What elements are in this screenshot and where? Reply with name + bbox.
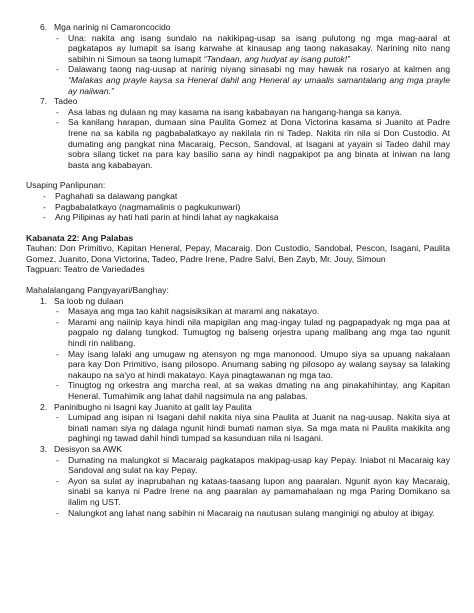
item-text xyxy=(26,233,450,244)
item-text xyxy=(68,508,450,519)
bullet-item xyxy=(26,508,450,519)
bullet-item xyxy=(26,412,450,444)
body-text: Masaya ang mga tao kahit nagsisiksikan at marami ang nakatayo. xyxy=(68,306,320,317)
quote-text: “Malakas ang prayle kaysa sa Heneral dahil ang Heneral ay umaalis samantalang ang mga prayle ay naiiwan.” xyxy=(68,74,450,96)
dash-bullet: - xyxy=(56,106,59,117)
body-text: Mahalalangang Pangyayari/Banghay: xyxy=(26,285,169,296)
dash-bullet: - xyxy=(56,412,59,423)
bullet-item xyxy=(26,33,450,65)
bullet-item xyxy=(26,212,450,223)
quote-text: “Tandaan, ang hudyat ay isang putok!” xyxy=(203,53,351,64)
body-text: Dalawang taong nag-uusap at narinig niyang sinasabi ng may hawak na rosaryo at kalmen ang xyxy=(68,64,450,75)
bullet-item xyxy=(26,191,450,202)
item-number: 6. xyxy=(40,22,48,32)
dash-bullet: - xyxy=(56,32,59,43)
body-text: Dumating na malungkot si Macaraig pagkatapos makipag-usap kay Pepay. Iniabot ni Macaraig kay Sandoval ang sulat na kay Pepay. xyxy=(68,454,450,476)
dash-bullet: - xyxy=(56,117,59,128)
dash-bullet: - xyxy=(56,380,59,391)
dash-bullet: - xyxy=(56,306,59,317)
bullet-item xyxy=(26,380,450,401)
item-text xyxy=(55,191,450,202)
spacer xyxy=(26,170,450,180)
dash-bullet: - xyxy=(43,190,46,201)
body-text: May isang lalaki ang umugaw ng atensyon ng mga manonood. Umupo siya sa upuang nakalaan para kay Don Primitivo, isang pilosopo. Anumang sabing ng pilosopo ay walang saysay sa lalaking nakaupo na sa'yo at hindi makatayo. Kaya pinagtawanan ng mga tao. xyxy=(68,348,450,380)
body-text: Marami ang naiinip kaya hindi nila mapigilan ang mag-ingay tulad ng pagpapadyak ng mga paa at pagpalo ng dalang tungkod. Tumugtog ng balseng orjestra upang malibang ang mga tao ngunit hindi rin nalibang. xyxy=(68,316,450,349)
body-text: Desisyon sa AWK xyxy=(54,443,122,454)
body-text: Lumipad ang isipan ni Isagani dahil nakita niya sina Paulita at Juanit na nag-uusap. Nakita siya at binati naman siya ng dalaga ngunit hindi bumati naman siya. Sa mga mata ni Paulita makikita ang paghingi ng tawad dahil hindi tumpad sa kasunduan nila ni Isagani. xyxy=(68,412,450,444)
item-number: 7. xyxy=(40,96,48,107)
spacer xyxy=(26,275,450,285)
spacer xyxy=(26,223,450,233)
item-text xyxy=(68,380,450,401)
section-heading xyxy=(26,233,450,244)
paragraph xyxy=(26,264,450,275)
body-text: Asa labas ng dulaan ng may kasama na isang kababayan na hangang-hanga sa kanya. xyxy=(68,106,402,117)
item-text xyxy=(26,264,450,275)
body-text: Una: nakita ang isang sundalo na nakikipag-usap sa isang pulutong ng mga mag-aaral at pagkatapos ay lumapit sa isang karwahe at kinausap ang taong nakasakay. Narining nito nang sabihin ni Simoun sa taong lumapit xyxy=(68,32,450,64)
dash-bullet: - xyxy=(56,348,59,359)
paragraph xyxy=(26,285,450,296)
body-text: Usaping Panlipunan: xyxy=(26,180,106,191)
item-number: 2. xyxy=(40,401,48,412)
item-text xyxy=(54,296,450,307)
body-text: Ayon sa sulat ay inaprubahan ng kataas-taasang lupon ang paaralan. Ngunit ayon kay Macaraig, sinabi sa kanya ni Padre Irene na ang paaralan ay pamamahalaan ng mga Paring Domikano sa ilalim ng UST. xyxy=(68,475,450,507)
item-text xyxy=(26,243,450,264)
item-text xyxy=(54,96,450,107)
item-text xyxy=(68,117,450,170)
body-text: Pagbabalatkayo (nagmamalinis o pagkukunwari) xyxy=(55,201,241,212)
body-text: Tinugtog ng orkestra ang marcha real, at sa wakas dmating na ang pinakahihintay, ang Kapitan Heneral. Tumahimik ang lahat dahil nagsimula na ang palabas. xyxy=(68,380,450,401)
bullet-item xyxy=(26,317,450,349)
body-text: Paninibugho ni Isagni kay Juanito at galit lay Paulita xyxy=(54,401,252,412)
paragraph xyxy=(26,243,450,264)
dash-bullet: - xyxy=(56,507,59,518)
item-text xyxy=(68,33,450,65)
numbered-item xyxy=(26,402,450,413)
bullet-item xyxy=(26,117,450,170)
bullet-item xyxy=(26,349,450,381)
dash-bullet: - xyxy=(56,64,59,75)
dash-bullet: - xyxy=(43,201,46,212)
numbered-item xyxy=(26,444,450,455)
numbered-item xyxy=(26,96,450,107)
item-text xyxy=(68,412,450,444)
item-text xyxy=(68,317,450,349)
body-text: Mga narinig ni Camaroncocido xyxy=(54,22,171,32)
body-text: Tadeo xyxy=(54,96,78,107)
item-text xyxy=(54,22,450,33)
item-text xyxy=(68,455,450,476)
bullet-item xyxy=(26,202,450,213)
item-text xyxy=(54,444,450,455)
item-text xyxy=(26,285,450,296)
item-text xyxy=(54,402,450,413)
item-text xyxy=(26,180,450,191)
body-text: Tauhan: Don Primitivo, Kapitan Heneral, Pepay, Macaraig. Don Custodio, Sandobal, Pescon, Isagani, Paulita Gomez, Juanito, Dona Victorina, Tadeo, Padre Irene, Padre Salvi, Ben Zayb, Mr. Jouy, Simoun xyxy=(26,243,450,264)
item-text xyxy=(55,202,450,213)
body-text: Tagpuan: Teatro de Variedades xyxy=(26,264,145,275)
item-text xyxy=(68,306,450,317)
numbered-item xyxy=(26,296,450,307)
bullet-item xyxy=(26,107,450,118)
dash-bullet: - xyxy=(56,475,59,486)
bullet-item xyxy=(26,306,450,317)
body-text: Paghahati sa dalawang pangkat xyxy=(55,190,178,201)
dash-bullet: - xyxy=(43,212,46,223)
item-text xyxy=(68,64,450,96)
paragraph xyxy=(26,180,450,191)
bullet-item xyxy=(26,455,450,476)
item-text xyxy=(68,107,450,118)
item-number: 3. xyxy=(40,443,48,454)
dash-bullet: - xyxy=(56,316,59,327)
item-text xyxy=(68,349,450,381)
dash-bullet: - xyxy=(56,454,59,465)
body-text: Sa loob ng dulaan xyxy=(54,295,124,306)
body-text: Ang Pilipinas ay hati hati parin at hindi lahat ay nagkakaisa xyxy=(55,212,279,223)
bullet-item xyxy=(26,64,450,96)
body-text: Nalungkot ang lahat nang sabihin ni Macaraig na nautusan sulang manginigi ng abuloy at ibigay. xyxy=(68,507,435,518)
item-number: 1. xyxy=(40,295,48,306)
item-text xyxy=(55,212,450,223)
heading-text: Kabanata 22: Ang Palabas xyxy=(26,232,134,243)
numbered-item xyxy=(26,22,450,33)
bullet-item xyxy=(26,476,450,508)
body-text: Sa kanilang harapan, dumaan sina Paulita Gomez at Dona Victorina kasama si Juanito at Padre Irene na sa kabila ng pagbabalatkayo ay nakilala rin ni Tadep. Nakita rin nila si Don Custodio. At dumating ang pangkat nina Macaraig, Pecson, Sandoval, at Isagani at yayain si Tadeo dahil may sobra silang ticket na para kay basilio sana ay hindi nagpakipot pa ang binata at iniwan na lang basta ang kababayan. xyxy=(68,117,450,170)
item-text xyxy=(68,476,450,508)
